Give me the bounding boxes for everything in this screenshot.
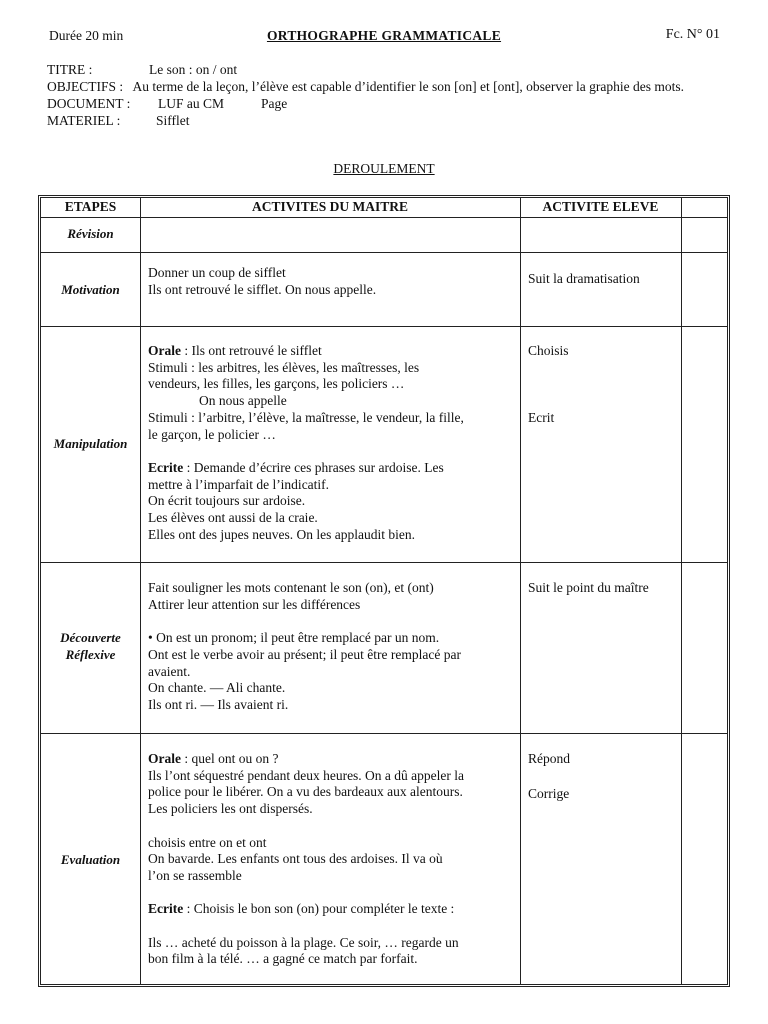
motivation-maitre xyxy=(148,265,376,298)
column-divider xyxy=(681,198,682,984)
orale-text: : quel ont ou on ? xyxy=(181,751,279,766)
text-line: Stimuli : les arbitres, les élèves, les maîtresses, les xyxy=(148,359,420,375)
manipulation-maitre xyxy=(148,343,464,543)
document-row xyxy=(47,95,727,112)
step-line: Découverte xyxy=(60,630,121,645)
step-revision: Révision xyxy=(67,226,114,241)
orale-line xyxy=(148,343,464,360)
decouverte-maitre xyxy=(148,580,461,714)
column-divider xyxy=(140,198,141,984)
text-line: On écrit toujours sur ardoise. xyxy=(148,493,306,509)
objectifs-label: OBJECTIFS : xyxy=(47,79,124,94)
text-line: Ils l’ont séquestré pendant deux heures. On a dû appeler la xyxy=(148,767,465,783)
deroulement-heading: DEROULEMENT xyxy=(333,161,435,176)
text-line: Elles ont des jupes neuves. On les applaudit bien. xyxy=(148,526,415,542)
header-activites-maitre: ACTIVITES DU MAITRE xyxy=(251,199,409,214)
row-divider xyxy=(41,733,727,734)
step-decouverte-reflexive xyxy=(41,630,140,663)
step-evaluation: Evaluation xyxy=(60,852,121,867)
ecrite-line xyxy=(148,460,464,477)
objectifs-row xyxy=(47,78,727,95)
document-value: LUF au CM xyxy=(158,96,225,111)
orale-label: Orale xyxy=(148,751,181,766)
text-line: avaient. xyxy=(148,663,191,679)
step-manipulation: Manipulation xyxy=(53,436,128,451)
manipulation-eleve-ecrit: Ecrit xyxy=(528,410,555,425)
orale-text: : Ils ont retrouvé le sifflet xyxy=(181,343,322,358)
step-line: Réflexive xyxy=(65,646,116,662)
header-etapes: ETAPES xyxy=(64,199,117,214)
text-line: Attirer leur attention sur les différences xyxy=(148,596,361,612)
document-title: ORTHOGRAPHE GRAMMATICALE xyxy=(266,28,502,43)
orale-label: Orale xyxy=(148,343,181,358)
text-line: Ils ont ri. — Ils avaient ri. xyxy=(148,696,289,712)
ecrite-text: : Demande d’écrire ces phrases sur ardoise. Les xyxy=(183,459,444,475)
titre-value: Le son : on / ont xyxy=(149,62,238,77)
evaluation-eleve-repond: Répond xyxy=(528,751,570,766)
text-line: • On est un pronom; il peut être remplacé par un nom. xyxy=(148,630,440,646)
text-line: Stimuli : l’arbitre, l’élève, la maîtresse, le vendeur, la fille, xyxy=(148,409,464,425)
text-line: vendeurs, les filles, les garçons, les policiers … xyxy=(148,376,405,392)
evaluation-eleve-corrige: Corrige xyxy=(528,786,570,801)
text-line: Ils … acheté du poisson à la plage. Ce soir, … regarde un xyxy=(148,934,459,950)
titre-label: TITRE : xyxy=(47,62,93,77)
text-line: bon film à la télé. … a gagné ce match par forfait. xyxy=(148,951,418,967)
lesson-meta xyxy=(47,61,727,129)
sheet-reference: Fc. N° 01 xyxy=(665,27,720,42)
text-line: On bavarde. Les enfants ont tous des ardoises. Il va où xyxy=(148,851,443,867)
document-label: DOCUMENT : xyxy=(47,96,131,111)
materiel-row xyxy=(47,112,727,129)
evaluation-maitre xyxy=(148,751,464,968)
column-divider xyxy=(520,198,521,984)
text-line: Fait souligner les mots contenant le son (on), et (ont) xyxy=(148,580,434,595)
orale-line xyxy=(148,751,464,768)
text-line: choisis entre on et ont xyxy=(148,834,267,850)
titre-row xyxy=(47,61,727,78)
manipulation-eleve-choisis: Choisis xyxy=(528,343,569,358)
text-line: Ils ont retrouvé le sifflet. On nous appelle. xyxy=(148,281,377,297)
text-line: police pour le libérer. On a vu des bardeaux aux alentours. xyxy=(148,784,463,800)
ecrite-line xyxy=(148,901,464,918)
text-line: On chante. — Ali chante. xyxy=(148,680,286,696)
materiel-value: Sifflet xyxy=(156,113,190,128)
materiel-label: MATERIEL : xyxy=(47,113,121,128)
text-line: mettre à l’imparfait de l’indicatif. xyxy=(148,476,330,492)
text-line: le garçon, le policier … xyxy=(148,426,276,442)
ecrite-text: : Choisis le bon son (on) pour compléter le texte : xyxy=(183,901,455,917)
text-line: Les élèves ont aussi de la craie. xyxy=(148,510,318,526)
text-line: Donner un coup de sifflet xyxy=(148,265,286,280)
text-line: l’on se rassemble xyxy=(148,867,242,883)
row-divider xyxy=(41,562,727,563)
text-line: Les policiers les ont dispersés. xyxy=(148,801,313,817)
row-divider xyxy=(41,217,727,218)
ecrite-label: Ecrite xyxy=(148,901,184,917)
text-line: Ont est le verbe avoir au présent; il peut être remplacé par xyxy=(148,646,461,662)
ecrite-label: Ecrite xyxy=(148,459,184,475)
decouverte-eleve: Suit le point du maître xyxy=(528,580,649,595)
header-activite-eleve: ACTIVITE ELEVE xyxy=(542,199,659,214)
step-motivation: Motivation xyxy=(61,282,120,297)
document-page: Page xyxy=(261,96,288,111)
motivation-eleve: Suit la dramatisation xyxy=(528,271,640,286)
row-divider xyxy=(41,326,727,327)
row-divider xyxy=(41,252,727,253)
duration: Durée 20 min xyxy=(49,28,124,43)
objectifs-value: Au terme de la leçon, l’élève est capable d’identifier le son [on] et [ont], observer la graphie des mots. xyxy=(132,79,684,94)
text-line-indented: On nous appelle xyxy=(199,393,287,409)
lesson-table xyxy=(38,195,730,987)
